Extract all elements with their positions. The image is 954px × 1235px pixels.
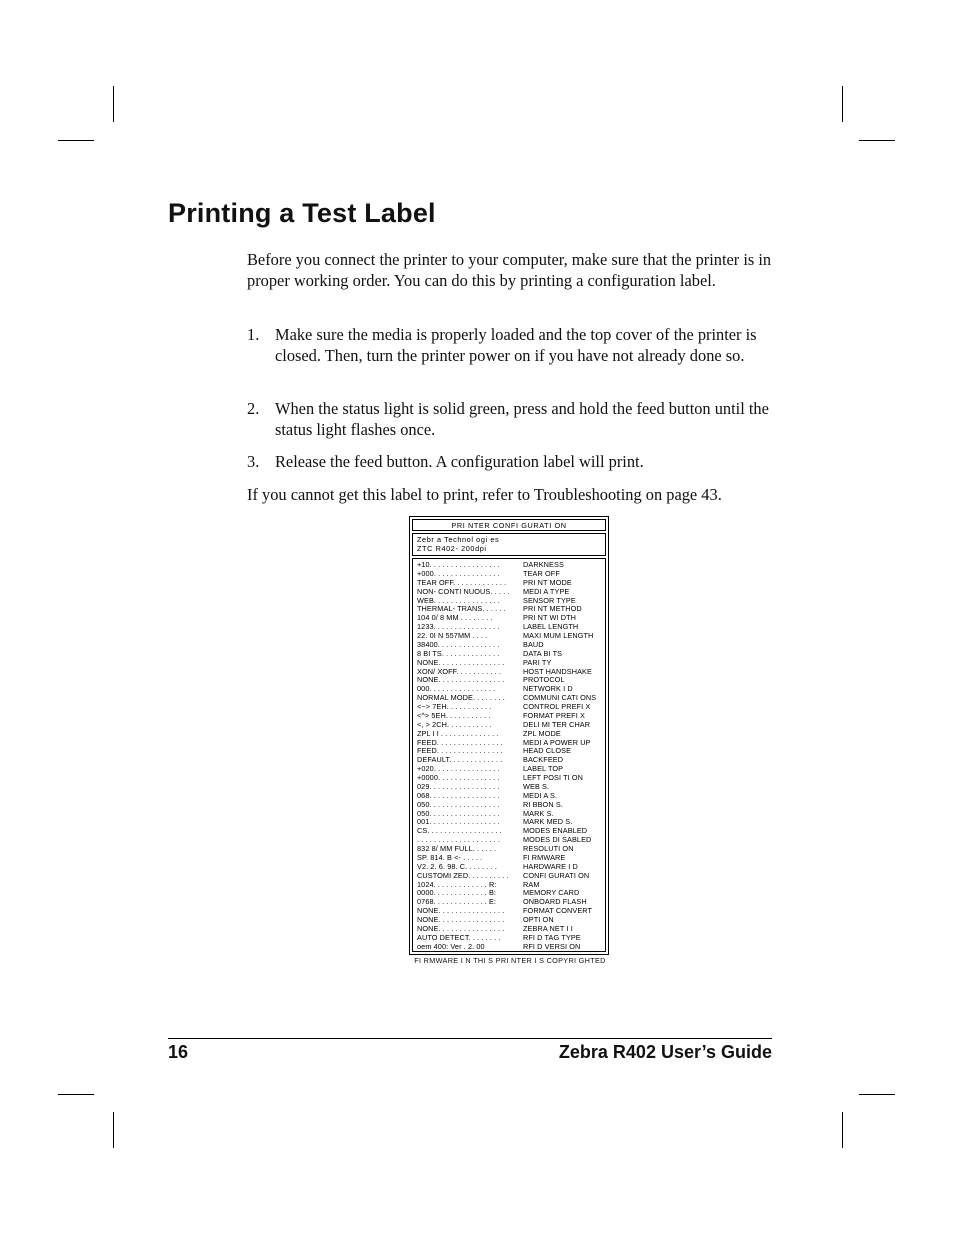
label-row-key: MARK S. <box>523 808 554 818</box>
label-row-value: NONE. . . . . . . . . . . . . . . . <box>417 676 505 685</box>
label-row-value: +0000. . . . . . . . . . . . . . . <box>417 774 500 782</box>
label-row-key: DATA BI TS <box>523 648 563 658</box>
label-row-key: BAUD <box>523 639 544 649</box>
step-number: 2. <box>247 399 260 418</box>
crop-mark <box>859 140 895 141</box>
page-number: 16 <box>168 1042 189 1062</box>
guide-title: Zebra R402 User’s Guide <box>558 1042 772 1062</box>
label-row <box>413 605 605 614</box>
label-row-key: DELI MI TER CHAR <box>523 719 591 729</box>
label-row-value: DEFAULT. . . . . . . . . . . . . <box>417 756 503 765</box>
step-text: When the status light is solid green, press and hold the feed button until the status light flashes once. <box>275 399 769 439</box>
label-row <box>413 641 605 650</box>
label-row <box>413 836 605 845</box>
label-row-key: FORMAT CONVERT <box>523 906 593 916</box>
label-row-value: SP. 814. B <- . . . . . <box>417 853 483 862</box>
label-row-key: COMMUNI CATI ONS <box>523 693 597 703</box>
page-title: Printing a Test Label <box>168 198 436 228</box>
label-row-value: FEED. . . . . . . . . . . . . . . . <box>417 738 503 747</box>
label-row-key: MAXI MUM LENGTH <box>523 631 594 640</box>
label-row-key: PRI NT WI DTH <box>523 613 577 623</box>
label-row-key: ZEBRA NET I I <box>523 923 573 933</box>
label-row-key: WEB S. <box>523 781 550 791</box>
crop-mark <box>58 140 94 141</box>
vendor-name: Zebr a Technol ogi es <box>417 535 500 544</box>
label-row <box>413 801 605 810</box>
label-row-key: MEMORY CARD <box>523 888 580 898</box>
label-row-value: +000. . . . . . . . . . . . . . . . <box>417 569 500 578</box>
label-row-value: . . . . . . . . . . . . . . . . . . . . <box>417 836 500 845</box>
label-row-value: AUTO DETECT. . . . . . . . <box>417 933 501 942</box>
label-row-key: RFI D TAG TYPE <box>523 932 581 942</box>
label-row-value: +10. . . . . . . . . . . . . . . . . <box>417 561 500 569</box>
label-row <box>413 676 605 685</box>
label-row-value: 104 0/ 8 MM . . . . . . . . <box>417 614 493 623</box>
label-row-value: NONE. . . . . . . . . . . . . . . . <box>417 658 505 667</box>
label-row-value: CS. . . . . . . . . . . . . . . . . . <box>417 827 502 836</box>
label-row-key: HEAD CLOSE <box>523 746 572 756</box>
label-row-key: OPTI ON <box>523 915 554 924</box>
label-row-key: NETWORK I D <box>523 684 573 694</box>
label-row-value: NORMAL MODE. . . . . . . . <box>417 694 505 703</box>
label-row <box>413 632 605 641</box>
label-row <box>413 739 605 748</box>
label-row-key: HARDWARE I D <box>523 861 578 871</box>
label-row-key: DARKNESS <box>523 560 564 569</box>
label-row-value: 38400. . . . . . . . . . . . . . . <box>417 640 500 649</box>
label-row <box>413 810 605 819</box>
label-row-value: 8 BI TS. . . . . . . . . . . . . . <box>417 649 500 658</box>
label-row <box>413 792 605 801</box>
label-row <box>413 650 605 659</box>
label-row <box>413 721 605 730</box>
label-row <box>413 783 605 792</box>
label-row-value: XON/ XOFF. . . . . . . . . . . <box>417 667 502 676</box>
label-row-key: MEDI A TYPE <box>523 586 570 596</box>
step-item <box>247 324 773 366</box>
label-row-key: PRI NT MODE <box>523 577 572 587</box>
label-row-value: oem 400: Ver . 2. 00 <box>417 942 485 951</box>
label-row <box>413 943 605 952</box>
label-row-value: 050. . . . . . . . . . . . . . . . . <box>417 809 500 818</box>
step-item <box>247 451 773 472</box>
label-row <box>413 916 605 925</box>
label-row-value: <^> 5EH. . . . . . . . . . . <box>417 711 491 720</box>
label-row-value: NONE. . . . . . . . . . . . . . . . <box>417 907 505 916</box>
crop-mark <box>113 1112 114 1148</box>
label-row-key: CONFI GURATI ON <box>523 870 590 880</box>
label-row-key: MODES ENABLED <box>523 826 588 836</box>
label-header: PRI NTER CONFI GURATI ON <box>412 519 606 531</box>
label-row <box>413 747 605 756</box>
label-row-value: WEB. . . . . . . . . . . . . . . . <box>417 596 500 605</box>
label-row-value: 22. 0I N 557MM . . . . <box>417 632 488 640</box>
label-row-key: RAM <box>523 879 540 889</box>
step-text: Make sure the media is properly loaded and the top cover of the printer is closed. Then, turn the printer power on if you have not already done so. <box>275 325 757 365</box>
step-item <box>247 398 773 440</box>
label-row-key: CONTROL PREFI X <box>523 702 591 711</box>
outro-paragraph: If you cannot get this label to print, refer to Troubleshooting on page 43. <box>247 485 722 504</box>
label-row-value: CUSTOMI ZED. . . . . . . . . . <box>417 871 509 880</box>
label-row-value: 050. . . . . . . . . . . . . . . . . <box>417 800 500 809</box>
label-row-value: 000. . . . . . . . . . . . . . . . <box>417 685 496 694</box>
label-row-value: 029. . . . . . . . . . . . . . . . . <box>417 782 500 791</box>
label-row-key: FI RMWARE <box>523 852 566 862</box>
crop-mark <box>842 86 843 122</box>
label-row-key: TEAR OFF <box>523 568 560 578</box>
label-row-key: MARK MED S. <box>523 817 573 827</box>
label-row-value: NON- CONTI NUOUS. . . . . <box>417 587 510 596</box>
label-row-key: PROTOCOL <box>523 675 565 685</box>
label-row-key: MODES DI SABLED <box>523 835 592 845</box>
label-row-value: ZPL I I . . . . . . . . . . . . . . <box>417 729 499 738</box>
crop-mark <box>859 1094 895 1095</box>
label-row-key: ONBOARD FLASH <box>523 897 587 907</box>
label-row <box>413 774 605 783</box>
step-number: 3. <box>247 452 260 471</box>
label-row-key: RESOLUTI ON <box>523 844 574 853</box>
label-row-key: RI BBON S. <box>523 799 563 809</box>
label-row-value: +020. . . . . . . . . . . . . . . . <box>417 765 500 774</box>
label-row-value: V2. 2. 6. 98. C. . . . . . . . <box>417 862 498 871</box>
label-vendor <box>412 533 606 556</box>
label-row-value: <, > 2CH. . . . . . . . . . . <box>417 720 492 729</box>
label-row-value: 0000. . . . . . . . . . . . . B: <box>417 889 497 898</box>
label-row-value: NONE. . . . . . . . . . . . . . . . <box>417 924 505 933</box>
label-row <box>413 570 605 579</box>
label-row-key: ZPL MODE <box>523 728 561 738</box>
label-row-value: 001. . . . . . . . . . . . . . . . . <box>417 818 500 827</box>
label-row-key: LABEL TOP <box>523 764 564 774</box>
label-row-value: FEED. . . . . . . . . . . . . . . . <box>417 747 503 756</box>
crop-mark <box>113 86 114 122</box>
label-row-key: HOST HANDSHAKE <box>523 666 592 676</box>
label-footer: FI RMWARE I N THI S PRI NTER I S COPYRI GHTED <box>414 956 606 965</box>
intro-paragraph: Before you connect the printer to your computer, make sure that the printer is in proper working order. You can do this by printing a configuration label. <box>247 250 772 290</box>
label-settings-list <box>412 558 606 952</box>
label-row <box>413 561 605 570</box>
label-row-value: NONE. . . . . . . . . . . . . . . . <box>417 916 505 924</box>
label-row-key: FORMAT PREFI X <box>523 710 585 720</box>
crop-mark <box>842 1112 843 1148</box>
step-text: Release the feed button. A configuration label will print. <box>275 452 644 471</box>
label-row <box>413 588 605 597</box>
label-row <box>413 845 605 854</box>
label-row-key: LEFT POSI TI ON <box>523 773 584 782</box>
label-row <box>413 579 605 588</box>
label-row-value: <~> 7EH. . . . . . . . . . . <box>417 703 492 711</box>
label-row-key: PARI TY <box>523 657 552 667</box>
label-row <box>413 907 605 916</box>
label-row-value: 0768. . . . . . . . . . . . . E: <box>417 898 497 907</box>
label-row-value: TEAR OFF. . . . . . . . . . . . . <box>417 578 507 587</box>
label-row-value: 068. . . . . . . . . . . . . . . . . <box>417 791 500 800</box>
label-row-value: THERMAL- TRANS. . . . . . <box>417 605 506 614</box>
label-row-value: 1024. . . . . . . . . . . . . R: <box>417 880 497 889</box>
label-row <box>413 872 605 881</box>
label-row-key: SENSOR TYPE <box>523 595 576 605</box>
label-row-key: RFI D VERSI ON <box>523 941 581 951</box>
label-row-value: 832 8/ MM FULL. . . . . . <box>417 845 497 853</box>
label-row-key: MEDI A POWER UP <box>523 737 591 747</box>
step-number: 1. <box>247 325 260 344</box>
printer-model: ZTC R402- 200dpi <box>417 544 487 553</box>
footer-rule <box>168 1038 772 1039</box>
label-row-value: 1233. . . . . . . . . . . . . . . . <box>417 623 500 632</box>
crop-mark <box>58 1094 94 1095</box>
label-row-key: MEDI A S. <box>523 790 558 800</box>
label-row-key: BACKFEED <box>523 755 564 765</box>
label-row-key: PRI NT METHOD <box>523 604 582 614</box>
label-row-key: LABEL LENGTH <box>523 622 579 632</box>
label-row <box>413 756 605 765</box>
label-row <box>413 668 605 677</box>
configuration-label <box>409 516 609 955</box>
